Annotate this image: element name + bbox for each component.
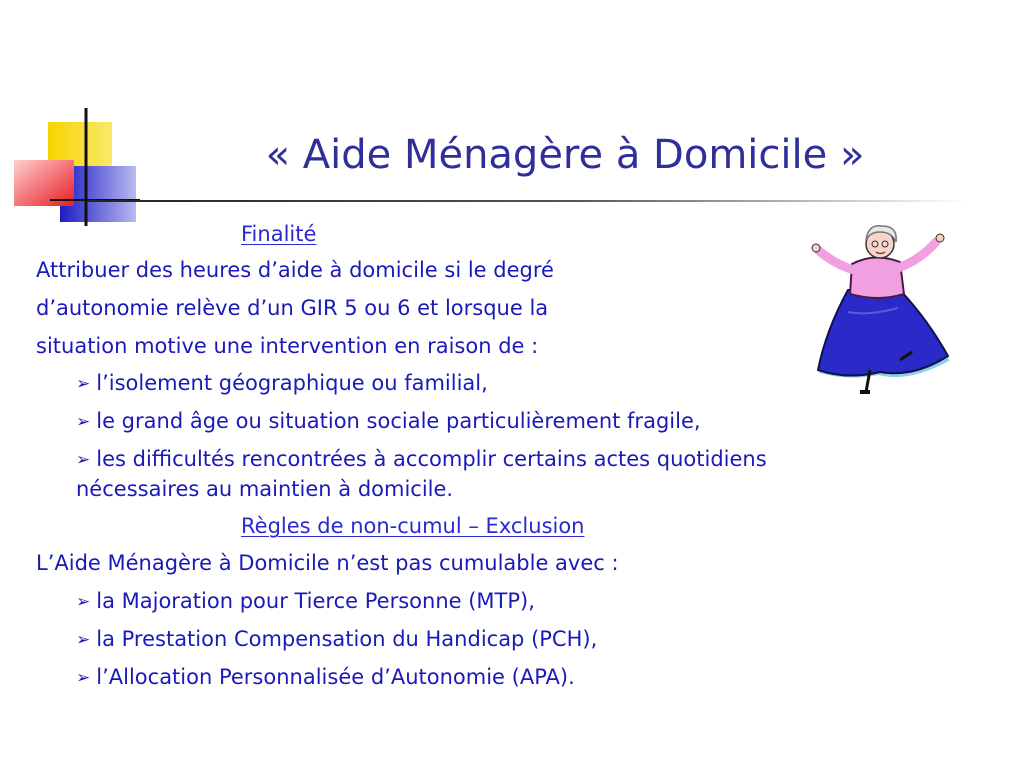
- bullet-item: [76, 447, 767, 471]
- decorative-squares-logo: [10, 108, 140, 228]
- section-heading-finalite: Finalité: [241, 222, 317, 246]
- bullet-text: l’isolement géographique ou familial,: [96, 371, 488, 395]
- bullet-text: l’Allocation Personnalisée d’Autonomie (APA).: [96, 665, 575, 689]
- section-heading-non-cumul: Règles de non-cumul – Exclusion: [241, 514, 585, 538]
- arrow-bullet-icon: ➢: [76, 374, 91, 394]
- bullet-item: [76, 589, 535, 613]
- bullet-item: [76, 371, 488, 395]
- arrow-bullet-icon: ➢: [76, 412, 91, 432]
- arrow-bullet-icon: ➢: [76, 450, 91, 470]
- bullet-text: la Prestation Compensation du Handicap (PCH),: [96, 627, 598, 651]
- arrow-bullet-icon: ➢: [76, 668, 91, 688]
- section2-intro: L’Aide Ménagère à Domicile n’est pas cumulable avec :: [36, 551, 619, 575]
- slide-title: « Aide Ménagère à Domicile »: [265, 132, 865, 178]
- dancing-grandmother-illustration: [808, 220, 958, 400]
- arrow-bullet-icon: ➢: [76, 630, 91, 650]
- bullet-item: [76, 627, 597, 651]
- bullet-text: la Majoration pour Tierce Personne (MTP),: [96, 589, 535, 613]
- bullet-item: [76, 409, 701, 433]
- bullet-item: [76, 665, 575, 689]
- bullet-continuation: nécessaires au maintien à domicile.: [76, 477, 454, 501]
- bullet-text: le grand âge ou situation sociale particulièrement fragile,: [96, 409, 701, 433]
- bullet-text: les difficultés rencontrées à accomplir certains actes quotidiens: [96, 447, 767, 471]
- title-divider: [88, 200, 968, 202]
- arrow-bullet-icon: ➢: [76, 592, 91, 612]
- intro-line-3: situation motive une intervention en raison de :: [36, 334, 539, 358]
- intro-line-2: d’autonomie relève d’un GIR 5 ou 6 et lorsque la: [36, 296, 549, 320]
- intro-line-1: Attribuer des heures d’aide à domicile si le degré: [36, 258, 554, 282]
